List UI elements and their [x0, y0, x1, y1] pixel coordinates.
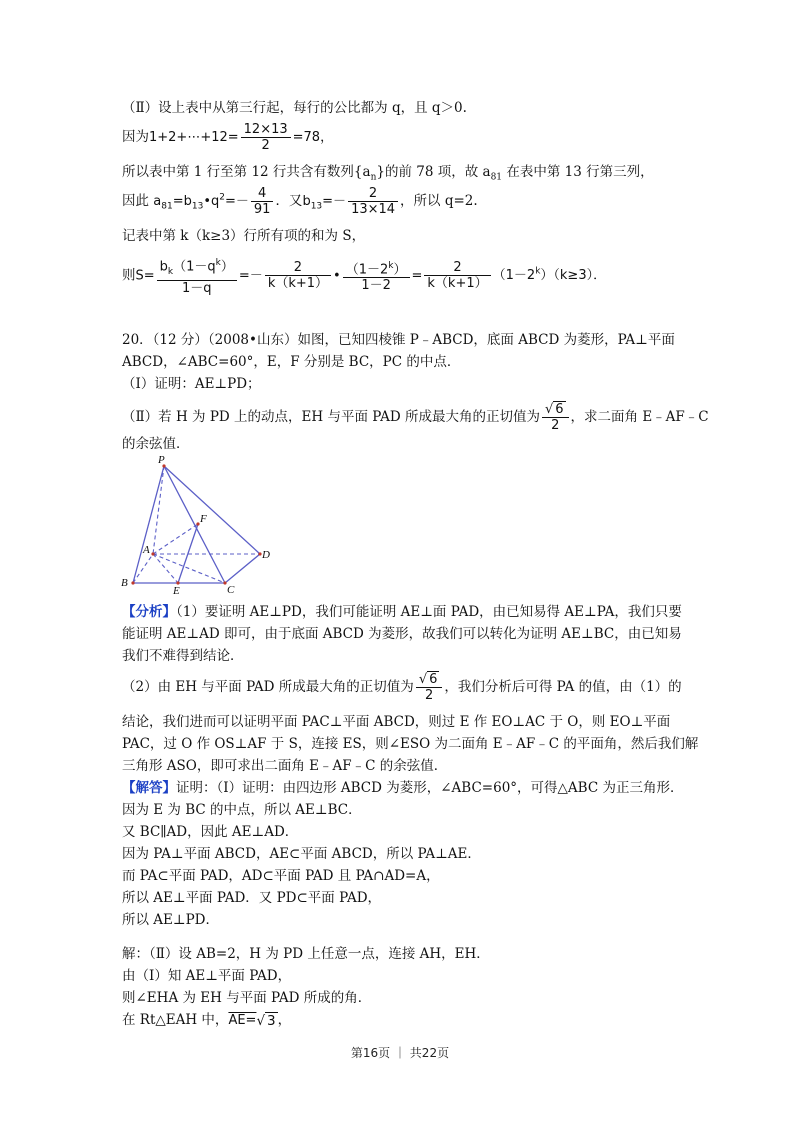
m: =b: [172, 194, 192, 209]
text: ，求二面角 E﹣AF﹣C: [570, 409, 709, 425]
numerator: 2: [348, 186, 398, 202]
solution-part2-line: 由（Ⅰ）知 AE⊥平面 PAD，: [122, 968, 292, 984]
solution-line: 因为 E 为 BC 的中点，所以 AE⊥BC．: [122, 802, 362, 818]
fraction: [157, 256, 237, 296]
solution-part2-line: 则∠EHA 为 EH 与平面 PAD 所成的角．: [122, 990, 372, 1006]
pyramid-figure: [118, 452, 278, 594]
math: 1+2+⋯+12=: [149, 130, 239, 145]
problem-20-line-fraction: [122, 402, 709, 433]
superscript: k: [535, 267, 541, 278]
denominator: 2: [261, 138, 270, 153]
analysis-line: 能证明 AE⊥AD 即可，由于底面 ABCD 为菱形，故我们可以转化为证明 AE⊥BC，由已知易: [122, 626, 682, 642]
numerator: 4: [251, 186, 274, 202]
text: 证明：（Ⅰ）证明：由四边形 ABCD 为菱形，∠ABC=60°，可得△ABC 为正三角形．: [176, 780, 684, 796]
numerator: 2: [265, 260, 331, 276]
solution-line: 又 BC∥AD，因此 AE⊥AD．: [122, 824, 299, 840]
m: ）（k≥3）．: [540, 268, 607, 284]
math: =: [411, 268, 423, 284]
math: AE=: [228, 1013, 257, 1028]
math: S=: [135, 268, 155, 284]
m: ）: [393, 262, 407, 278]
analysis-line: 我们不难得到结论．: [122, 648, 244, 664]
math: =－: [238, 268, 263, 284]
math: =78，: [292, 130, 334, 145]
text-line-sum: [122, 122, 333, 153]
vertex-dots: [131, 464, 261, 584]
text: （Ⅱ）若 H 为 PD 上的动点，EH 与平面 PAD 所成最大角的正切值为: [122, 409, 540, 425]
analysis-line: [122, 602, 682, 622]
problem-20-line: 20．（12 分）（2008•山东）如图，已知四棱锥 P﹣ABCD，底面 ABCD 为菱形，PA⊥平面: [122, 332, 675, 348]
solution-line: 因为 PA⊥平面 ABCD，AE⊂平面 ABCD，所以 PA⊥AE．: [122, 846, 481, 862]
subscript: 13: [191, 201, 204, 212]
vertex-A: [151, 552, 154, 555]
solution-tag: 【解答】: [122, 780, 176, 796]
denominator: 1－2: [361, 278, 391, 294]
numerator: [343, 259, 410, 278]
m: •q: [203, 194, 220, 209]
label-A: A: [143, 544, 150, 556]
text: 因此: [122, 193, 149, 209]
math: [302, 194, 347, 212]
text: 因为: [122, 129, 149, 145]
fraction: [424, 260, 490, 291]
label-E: E: [173, 585, 180, 594]
analysis-line-fraction: [122, 672, 682, 703]
text: ，: [277, 1012, 292, 1028]
sqrt: √ 6: [544, 402, 564, 417]
solution-line: 所以 AE⊥PD．: [122, 912, 219, 928]
vertex-B: [131, 581, 134, 584]
radicand: 6: [429, 672, 438, 687]
math: [153, 192, 249, 212]
radicand: 3: [267, 1012, 276, 1029]
numerator: 12×13: [241, 122, 291, 138]
problem-20-line: ABCD，∠ABC=60°，E，F 分别是 BC，PC 的中点．: [122, 354, 461, 370]
denominator: k（k+1）: [267, 276, 329, 292]
solution-line: [122, 778, 683, 798]
subscript: 81: [490, 172, 503, 183]
problem-20-line: （Ⅰ）证明：AE⊥PD；: [122, 376, 261, 392]
solution-line: 而 PA⊂平面 PAD，AD⊂平面 PAD 且 PA∩AD=A，: [122, 868, 440, 884]
denominator: 2: [551, 418, 560, 433]
fraction: [542, 402, 569, 433]
label-C: C: [227, 584, 235, 594]
numerator: [157, 256, 237, 281]
text-line: 记表中第 k（k≥3）行所有项的和为 S，: [122, 228, 366, 244]
text-line-sum-formula: [122, 256, 606, 296]
fraction: [343, 259, 410, 293]
fraction: [241, 122, 291, 153]
text: ，我们分析后可得 PA 的值，由（1）的: [444, 679, 682, 695]
text: ．又: [275, 193, 303, 209]
denominator: k（k+1）: [427, 276, 488, 292]
denominator: 1－q: [182, 280, 212, 296]
edge-PD: [164, 466, 260, 554]
denominator: 2: [424, 688, 434, 703]
m: （1－q: [173, 259, 216, 275]
m: =－: [224, 194, 249, 209]
subscript: 13: [310, 201, 323, 212]
text: （2）由 EH 与平面 PAD 所成最大角的正切值为: [122, 679, 414, 695]
label-D: D: [262, 549, 270, 561]
analysis-line: PAC，过 O 作 OS⊥AF 于 S，连接 ES，则∠ESO 为二面角 E﹣AF﹣C 的平面角，然后我们解: [122, 736, 699, 752]
subscript: n: [370, 172, 377, 183]
numerator: [416, 672, 443, 688]
superscript: k: [215, 258, 221, 268]
solution-part2-line: 解：（Ⅱ）设 AB=2，H 为 PD 上任意一点，连接 AH，EH．: [122, 946, 490, 962]
text: }的前 78 项，故 a: [376, 164, 491, 180]
text: 所以表中第 1 行至第 12 行共含有数列{a: [122, 164, 371, 180]
math: [493, 268, 606, 283]
superscript: k: [388, 260, 394, 271]
text: ，所以 q=2.: [400, 193, 478, 209]
edge-PC: [164, 466, 225, 583]
fraction: [265, 260, 331, 291]
math: •: [333, 268, 341, 284]
m: b: [302, 194, 311, 209]
text-line: （Ⅱ）设上表中从第三行起，每行的公比都为 q，且 q＞0.: [122, 100, 467, 116]
fraction: [348, 186, 398, 217]
text: （1）要证明 AE⊥PD，我们可能证明 AE⊥面 PAD，由已知易得 AE⊥PA，我们只要: [176, 604, 682, 620]
edge-CD: [225, 554, 260, 583]
edge-AB: [133, 554, 153, 583]
sqrt: √ 3: [256, 1012, 276, 1029]
text: 在表中第 13 行第三列，: [502, 164, 654, 180]
superscript: 2: [219, 192, 225, 203]
denominator: 91: [253, 202, 271, 217]
analysis-line: 结论，我们进而可以证明平面 PAC⊥平面 ABCD，则过 E 作 EO⊥AC 于 O，则 EO⊥平面: [122, 714, 671, 730]
page-footer: 第16页 ｜ 共22页: [350, 1046, 450, 1060]
m: a: [153, 194, 162, 209]
problem-20-line: 的余弦值．: [122, 436, 190, 452]
analysis-tag: 【分析】: [122, 604, 176, 620]
fraction: [416, 672, 443, 703]
m: （1－2: [492, 268, 536, 284]
m: b: [159, 259, 168, 275]
analysis-line: 三角形 ASO，即可求出二面角 E﹣AF﹣C 的余弦值．: [122, 758, 448, 774]
radicand: 6: [555, 402, 564, 417]
subscript: 81: [161, 201, 173, 212]
numerator: 2: [424, 260, 490, 276]
subscript: k: [167, 266, 174, 277]
edge-AC: [153, 554, 225, 583]
numerator: [542, 402, 569, 418]
edge-PB: [133, 466, 164, 583]
text: 则: [122, 267, 136, 284]
solution-part2-line: [122, 1010, 291, 1031]
segment-AE: [153, 554, 178, 583]
m: （1－2: [345, 262, 389, 278]
m: ）: [220, 259, 234, 275]
solution-line: 所以 AE⊥平面 PAD．又 PD⊂平面 PAD，: [122, 890, 382, 906]
m: =－: [322, 194, 347, 209]
segment-AF: [153, 524, 198, 554]
text-line: [122, 162, 654, 188]
label-B: B: [121, 577, 128, 589]
label-F: F: [200, 513, 207, 525]
edge-PA: [153, 466, 164, 554]
sqrt: √ 6: [418, 672, 438, 687]
text-line-fractions: [122, 186, 478, 217]
label-P: P: [158, 454, 165, 466]
denominator: 13×14: [351, 202, 396, 217]
text: 在 Rt△EAH 中，: [122, 1012, 229, 1028]
fraction: [251, 186, 274, 217]
